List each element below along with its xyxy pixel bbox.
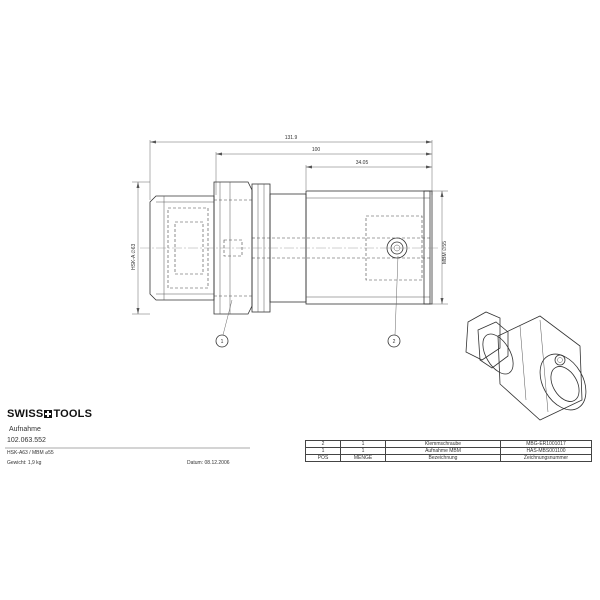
- drawing-weight: Gewicht: 1,9 kg: [7, 460, 42, 466]
- parts-table: [305, 440, 592, 462]
- drawing-title: Aufnahme: [9, 426, 41, 433]
- dim-length-100: 100: [311, 147, 321, 153]
- header-drawing: Zeichnungsnummer: [501, 455, 592, 462]
- table-row: [306, 441, 592, 448]
- cell-name: Aufnahme MBM: [386, 448, 501, 455]
- header-qty: MENGE: [341, 455, 386, 462]
- cell-qty: 1: [341, 448, 386, 455]
- cell-qty: 1: [341, 441, 386, 448]
- cell-pos: 1: [306, 448, 341, 455]
- dim-left-diameter: HSK-A ∅63: [131, 243, 137, 270]
- header-name: Bezeichnung: [386, 455, 501, 462]
- brand-name-left: SWISS: [7, 408, 44, 420]
- dim-overall-length: 131.9: [284, 135, 298, 141]
- dimension-lines: [132, 140, 448, 314]
- holder-side-view: [140, 182, 440, 314]
- isometric-view: [466, 312, 595, 420]
- balloon-2-label: 2: [392, 339, 396, 345]
- brand-name-right: TOOLS: [53, 408, 93, 420]
- drawing-number: 102.063.552: [7, 437, 46, 444]
- cell-name: Klemmschraube: [386, 441, 501, 448]
- dim-right-diameter: MBM ∅55: [442, 241, 448, 264]
- cell-drawing: MBG-ER1001017: [501, 441, 592, 448]
- balloon-1: [216, 300, 232, 347]
- table-row: [306, 448, 592, 455]
- drawing-date: Datum: 08.12.2006: [187, 460, 230, 466]
- cell-pos: 2: [306, 441, 341, 448]
- balloon-1-label: 1: [220, 339, 224, 345]
- balloon-2: [388, 256, 400, 347]
- brand-logo: [7, 408, 92, 420]
- drawing-description: HSK-A63 / MBM ⌀55: [7, 450, 54, 456]
- header-pos: POS: [306, 455, 341, 462]
- swiss-cross-icon: [44, 410, 52, 418]
- cell-drawing: HAS-MBS001100: [501, 448, 592, 455]
- table-header-row: [306, 455, 592, 462]
- dim-length-34: 34.05: [355, 160, 369, 166]
